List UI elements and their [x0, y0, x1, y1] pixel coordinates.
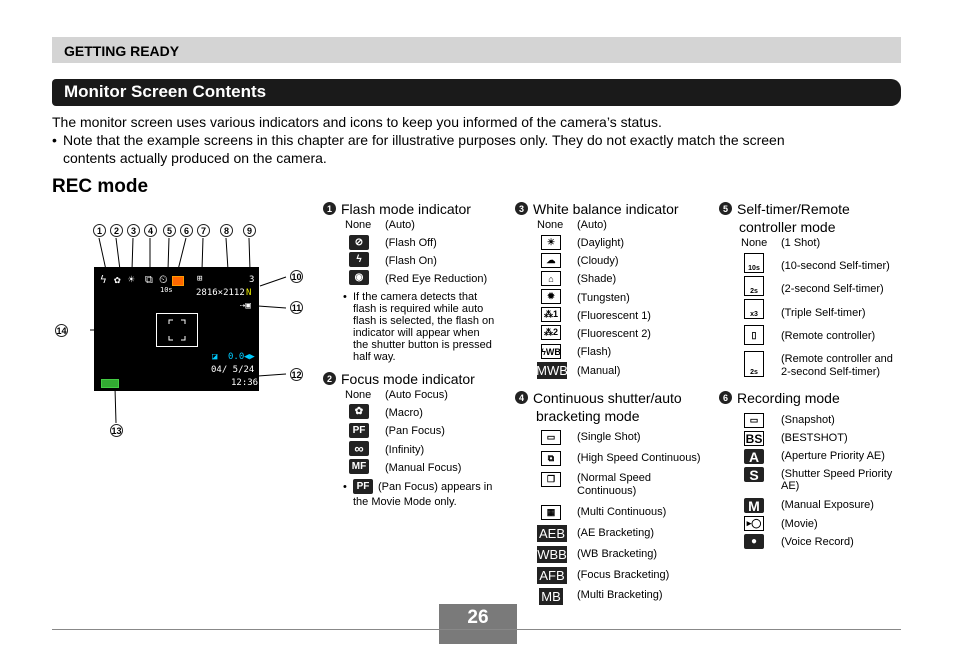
- cloudy-icon: ☁: [541, 253, 561, 268]
- tungsten-icon: ✹: [541, 289, 561, 304]
- focus-title: Focus mode indicator: [341, 371, 475, 387]
- selftimer-seconds: 10s: [160, 286, 173, 294]
- daylight-desc: (Daylight): [577, 237, 625, 249]
- macro-icon: ✿: [349, 404, 369, 419]
- multi-continuous-icon: ▦: [541, 505, 561, 520]
- shade-icon: ⌂: [541, 271, 561, 286]
- focus-number: 2: [323, 372, 336, 385]
- badge-13: 13: [111, 425, 122, 436]
- normal-speed-desc-2: Continuous): [577, 485, 637, 497]
- badge-4: 4: [144, 224, 157, 237]
- flash-note-line-5: the shutter button is pressed: [353, 339, 492, 351]
- shutter-priority-desc: (Shutter Speed Priority: [781, 468, 893, 480]
- focus-bracketing-desc: (Focus Bracketing): [577, 569, 670, 581]
- snapshot-icon: ▭: [744, 413, 764, 428]
- shutter-priority-desc-2: AE): [781, 480, 800, 492]
- flash-note-line-6: half way.: [353, 351, 396, 363]
- cont-title-2: bracketing mode: [536, 408, 640, 424]
- timer-none-label: None: [741, 237, 768, 249]
- red-eye-desc: (Red Eye Reduction): [385, 273, 488, 285]
- high-speed-desc: (High Speed Continuous): [577, 452, 701, 464]
- focus-frame: [156, 313, 198, 347]
- focus-heading: [323, 370, 475, 388]
- timer-heading: [719, 200, 850, 218]
- badge-12: 12: [291, 369, 302, 380]
- cloudy-desc: (Cloudy): [577, 255, 619, 267]
- selftimer-indicator-icon: ⏲: [159, 273, 168, 286]
- badge-5: 5: [163, 224, 176, 237]
- manual-wb-icon: MWB: [536, 363, 568, 378]
- manual-exposure-desc: (Manual Exposure): [781, 499, 874, 511]
- image-size-icon: ⊞: [197, 274, 203, 284]
- focus-auto-desc: (Auto Focus): [385, 389, 448, 401]
- continuous-indicator-icon: ⧉: [145, 273, 153, 286]
- badge-11: 11: [291, 302, 302, 313]
- wb-bracketing-icon: WBB: [537, 547, 567, 562]
- timer-1shot-desc: (1 Shot): [781, 237, 821, 249]
- shutter-priority-icon: S: [744, 467, 764, 482]
- flash-note-line-3: flash is selected, the flash on: [353, 315, 495, 327]
- resolution-readout: 2816×2112: [196, 288, 245, 298]
- pan-focus-note-icon: PF: [353, 479, 373, 494]
- battery-icon: [101, 379, 119, 388]
- snapshot-desc: (Snapshot): [781, 414, 835, 426]
- manual-exposure-icon: M: [744, 498, 764, 513]
- shade-desc: (Shade): [577, 273, 617, 285]
- flash-note-line-1: If the camera detects that: [353, 291, 478, 303]
- multi-bracketing-icon: MB: [539, 588, 563, 605]
- normal-speed-icon: ❐: [541, 472, 561, 487]
- remote-2s-desc: (Remote controller and: [781, 353, 893, 365]
- section-header-title: GETTING READY: [64, 43, 180, 59]
- flash-none-label: None: [345, 219, 372, 231]
- flash-heading: [323, 200, 471, 218]
- fluorescent-2-icon: ⁂2: [541, 325, 561, 340]
- timer-triple-icon: x3: [744, 299, 764, 319]
- manual-wb-desc: (Manual): [577, 365, 621, 377]
- flash-off-icon: ⊘: [349, 235, 369, 250]
- ev-icon: ◪: [212, 352, 218, 362]
- fluorescent-1-desc: (Fluorescent 1): [577, 310, 651, 322]
- pan-focus-icon: PF: [349, 423, 369, 438]
- manual-focus-icon: MF: [349, 459, 369, 474]
- flash-off-desc: (Flash Off): [385, 237, 437, 249]
- wb-number: 3: [515, 202, 528, 215]
- timer-number: 5: [719, 202, 732, 215]
- timer-title-1: Self-timer/Remote: [737, 201, 850, 217]
- wb-heading: [515, 200, 679, 218]
- infinity-desc: (Infinity): [385, 444, 425, 456]
- badge-8: 8: [220, 224, 233, 237]
- pan-focus-desc: (Pan Focus): [385, 425, 445, 437]
- flash-wb-icon: ϟWB: [541, 344, 561, 359]
- flash-wb-desc: (Flash): [577, 346, 612, 358]
- remote-desc: (Remote controller): [781, 330, 876, 342]
- focus-note-bullet: •: [343, 481, 347, 493]
- badge-2: 2: [110, 224, 123, 237]
- wb-none-label: None: [537, 219, 564, 231]
- badge-1: 1: [93, 224, 106, 237]
- note-line-2: contents actually produced on the camera.: [63, 150, 327, 166]
- badge-14: 14: [56, 325, 67, 336]
- quality-readout: N: [246, 288, 252, 298]
- rec-title: Recording mode: [737, 390, 840, 406]
- high-speed-icon: ⧉: [541, 451, 561, 466]
- note-bullet: •: [52, 132, 57, 148]
- remaining-shots: 3: [249, 275, 255, 285]
- flash-note-line-2: flash is required while auto: [353, 303, 484, 315]
- multi-continuous-desc: (Multi Continuous): [577, 506, 667, 518]
- page-title: Monitor Screen Contents: [64, 82, 267, 101]
- time-readout: 12:36: [231, 378, 259, 388]
- normal-speed-desc: (Normal Speed: [577, 472, 651, 484]
- multi-bracketing-desc: (Multi Bracketing): [577, 589, 663, 601]
- flash-on-icon: ϟ: [349, 252, 369, 267]
- flash-on-desc: (Flash On): [385, 255, 437, 267]
- flash-auto-desc: (Auto): [385, 219, 415, 231]
- monitor-screen: [94, 267, 259, 391]
- manual-focus-desc: (Manual Focus): [385, 462, 462, 474]
- single-shot-desc: (Single Shot): [577, 431, 641, 443]
- rec-mode-heading: REC mode: [52, 176, 149, 197]
- cont-title-1: Continuous shutter/auto: [533, 390, 682, 406]
- timer-title-2: controller mode: [739, 219, 836, 235]
- remote-controller-icon: ▯: [744, 325, 764, 345]
- badge-6: 6: [180, 224, 193, 237]
- macro-desc: (Macro): [385, 407, 423, 419]
- fluorescent-1-icon: ⁂1: [541, 307, 561, 322]
- memory-icon: ⇢▣: [240, 301, 251, 311]
- focus-note-line-2: the Movie Mode only.: [353, 496, 457, 508]
- date-readout: 04/ 5/24: [211, 365, 255, 375]
- movie-icon: ▸◯: [744, 516, 764, 531]
- focus-none-label: None: [345, 389, 372, 401]
- ev-arrows-icon: ◀▶: [244, 352, 255, 362]
- rec-number: 6: [719, 391, 732, 404]
- cont-number: 4: [515, 391, 528, 404]
- focus-bracketing-icon: AFB: [537, 567, 567, 584]
- bestshot-icon: BS: [745, 431, 763, 446]
- flash-title: Flash mode indicator: [341, 201, 471, 217]
- remote-2s-desc-2: 2-second Self-timer): [781, 366, 881, 378]
- movie-desc: (Movie): [781, 518, 818, 530]
- infinity-icon: ∞: [349, 441, 369, 456]
- daylight-icon: ☀: [541, 235, 561, 250]
- recording-mode-icon: [172, 276, 184, 286]
- bestshot-desc: (BESTSHOT): [781, 432, 848, 444]
- intro-text: The monitor screen uses various indicators and icons to keep you informed of the camera’s status.: [52, 114, 662, 130]
- timer-10s-icon: 10s: [744, 253, 764, 273]
- badge-3: 3: [127, 224, 140, 237]
- aperture-priority-icon: A: [744, 449, 764, 464]
- section-header-bar: [52, 37, 901, 63]
- voice-record-desc: (Voice Record): [781, 536, 854, 548]
- wb-indicator-icon: ☀: [128, 273, 135, 286]
- badge-9: 9: [243, 224, 256, 237]
- timer-2s-icon: 2s: [744, 276, 764, 296]
- flash-indicator-icon: ϟ: [100, 273, 107, 286]
- tungsten-desc: (Tungsten): [577, 292, 630, 304]
- ev-value: 0.0: [228, 352, 245, 362]
- ae-bracketing-icon: AEB: [538, 526, 565, 541]
- wb-title: White balance indicator: [533, 201, 679, 217]
- wb-auto-desc: (Auto): [577, 219, 607, 231]
- note-line-1: Note that the example screens in this chapter are for illustrative purposes only. They do not exactly match the screen: [63, 132, 785, 148]
- rec-heading: [719, 389, 840, 407]
- flash-note-bullet: •: [343, 291, 347, 303]
- remote-2s-icon: 2s: [744, 351, 764, 377]
- aperture-priority-desc: (Aperture Priority AE): [781, 450, 885, 462]
- voice-record-icon: ●: [744, 534, 764, 549]
- wb-bracketing-desc: (WB Bracketing): [577, 548, 658, 560]
- flash-number: 1: [323, 202, 336, 215]
- focus-note-line-1: (Pan Focus) appears in: [378, 481, 493, 493]
- page-number: 26: [467, 607, 489, 628]
- timer-triple-desc: (Triple Self-timer): [781, 307, 866, 319]
- red-eye-icon: ◉: [349, 270, 369, 285]
- fluorescent-2-desc: (Fluorescent 2): [577, 328, 651, 340]
- timer-2s-desc: (2-second Self-timer): [781, 283, 884, 295]
- single-shot-icon: ▭: [541, 430, 561, 445]
- flash-note-line-4: indicator will appear when: [353, 327, 480, 339]
- badge-10: 10: [291, 271, 302, 282]
- footer-rule: [52, 629, 901, 630]
- cont-heading: [515, 389, 682, 407]
- focus-brackets-icon: [157, 314, 197, 346]
- badge-7: 7: [197, 224, 210, 237]
- ae-bracketing-desc: (AE Bracketing): [577, 527, 655, 539]
- macro-indicator-icon: ✿: [114, 273, 121, 286]
- timer-10s-desc: (10-second Self-timer): [781, 260, 890, 272]
